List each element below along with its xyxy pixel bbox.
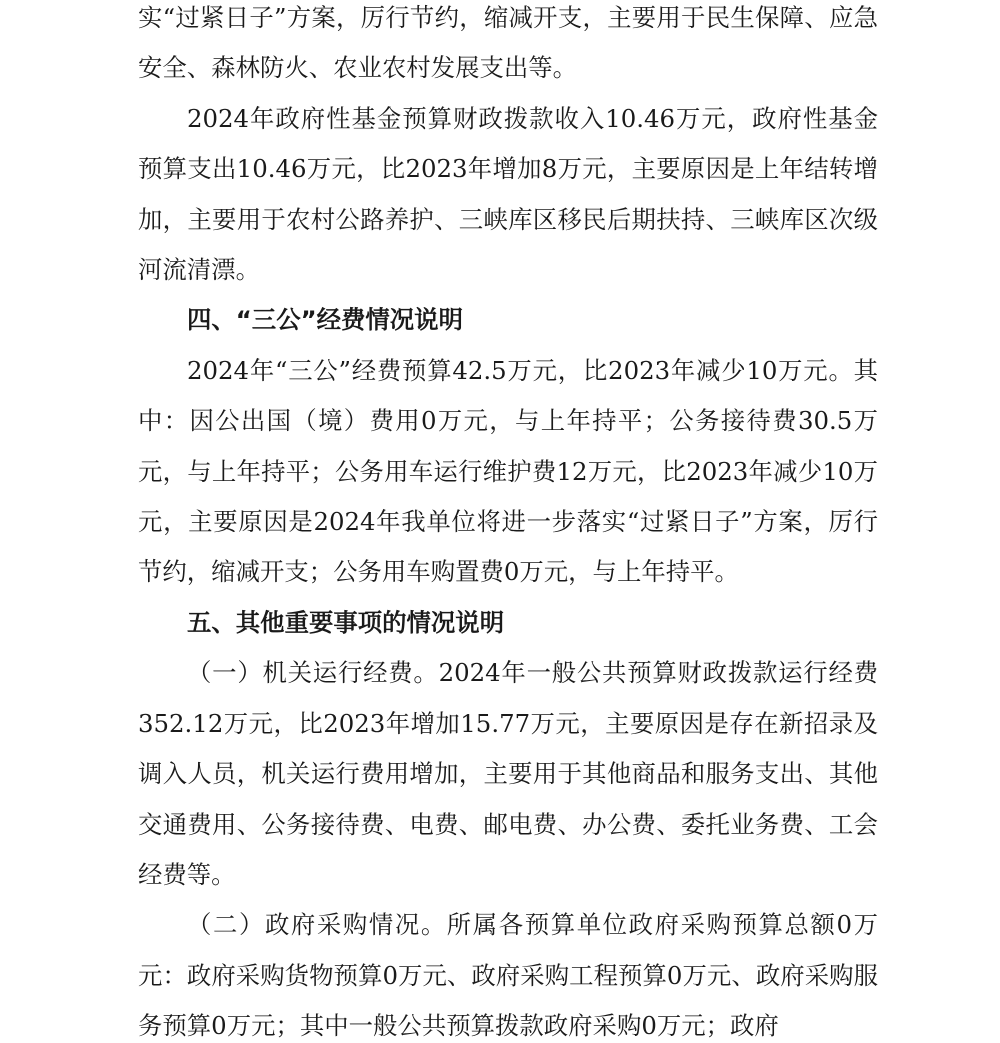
section-heading-other-matters: 五、其他重要事项的情况说明 [187,607,505,637]
section-heading-three-public-expenses: 四、“三公”经费情况说明 [187,305,463,335]
paragraph-three-public-expenses: 2024年“三公”经费预算42.5万元，比2023年减少10万元。其中：因公出国（境）费用0万元，与上年持平；公务接待费30.5万元，与上年持平；公务用车运行维护费12万元，比2023年减少10万元，主要原因是2024年我单位将进一步落实“过紧日子”方案，厉行节约，缩减开支；公务用车购置费0万元，与上年持平。 [138,355,878,587]
paragraph-government-fund-budget: 2024年政府性基金预算财政拨款收入10.46万元，政府性基金预算支出10.46万元，比2023年增加8万元，主要原因是上年结转增加，主要用于农村公路养护、三峡库区移民后期扶持、三峡库区次级河流清漂。 [138,103,878,285]
paragraph-austerity-continuation: 实“过紧日子”方案，厉行节约，缩减开支，主要用于民生保障、应急安全、森林防火、农业农村发展支出等。 [138,3,878,83]
paragraph-agency-operating-costs: （一）机关运行经费。2024年一般公共预算财政拨款运行经费352.12万元，比2023年增加15.77万元，主要原因是存在新招录及调入人员，机关运行费用增加，主要用于其他商品和服务支出、其他交通费用、公务接待费、电费、邮电费、办公费、委托业务费、工会经费等。 [138,658,878,889]
paragraph-government-procurement: （二）政府采购情况。所属各预算单位政府采购预算总额0万元：政府采购货物预算0万元、政府采购工程预算0万元、政府采购服务预算0万元；其中一般公共预算拨款政府采购0万元；政府 [138,910,878,1041]
document-body [138,0,878,1043]
